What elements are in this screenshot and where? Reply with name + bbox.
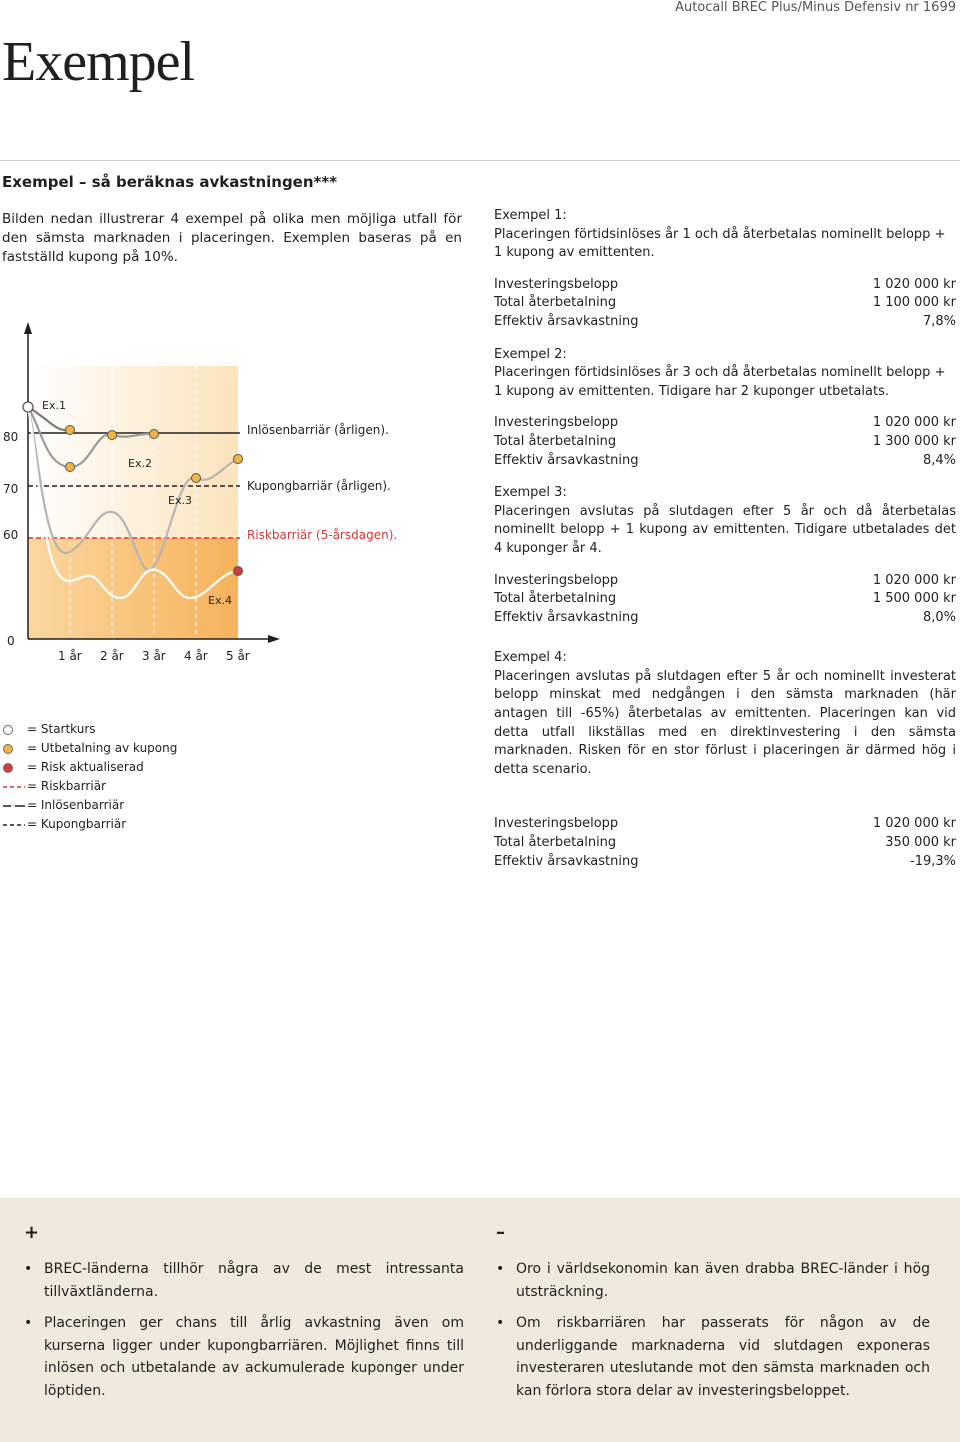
plus-sign: + bbox=[24, 1222, 40, 1243]
row-label: Effektiv årsavkastning bbox=[494, 609, 639, 625]
row-label: Effektiv årsavkastning bbox=[494, 452, 639, 468]
figure-legend bbox=[3, 720, 177, 834]
example-text: Placeringen avslutas på slutdagen efter 5 år och nominellt investerat belopp minskat med nedgången i den sämsta marknaden (här antagen till -65%) återbetalas av emittenten. Placeringen kan vid detta utfall likställas med en direktinvestering i den sämsta marknaden. Risken för en stor förlust i placeringen är därmed hög i detta scenario. bbox=[494, 668, 956, 777]
row-value: 1 300 000 kr bbox=[872, 433, 956, 449]
ex4-risk-dot bbox=[234, 567, 243, 576]
pros-list bbox=[24, 1258, 464, 1402]
pros-cons-panel bbox=[0, 1198, 960, 1442]
coupon-barrier-line-icon bbox=[3, 822, 25, 828]
example-title: Exempel 4: bbox=[494, 650, 567, 666]
y-axis-arrow bbox=[24, 322, 32, 334]
page-title: Exempel bbox=[2, 31, 195, 93]
example-scenarios-figure bbox=[0, 318, 420, 670]
example-figures bbox=[494, 815, 956, 871]
example-text: Placeringen förtidsinlöses år 1 och då återbetalas nominellt belopp + 1 kupong av emittenten. bbox=[494, 226, 946, 261]
pros-item: • Placeringen ger chans till årlig avkastning även om kurserna ligger under kupongbarriären. Möjlighet finns till inlösen och utbetalande av ackumulerade kuponger under löptiden. bbox=[24, 1312, 464, 1402]
row-value: 8,0% bbox=[922, 609, 956, 625]
legend-item bbox=[3, 739, 177, 758]
example-figures bbox=[494, 572, 956, 628]
ex2-coupon-dot-2 bbox=[108, 431, 117, 440]
row-value: 1 020 000 kr bbox=[872, 415, 956, 431]
ex3-coupon-dot-1 bbox=[192, 474, 201, 483]
redemption-barrier-line-icon bbox=[3, 803, 25, 809]
redemption-barrier-label: Inlösenbarriär (årligen). bbox=[247, 423, 389, 437]
examples-column bbox=[494, 207, 956, 885]
legend-label: = Kupongbarriär bbox=[27, 817, 127, 831]
x-tick-5: 5 år bbox=[226, 649, 250, 663]
row-value: 1 100 000 kr bbox=[872, 295, 956, 311]
cons-column bbox=[496, 1222, 930, 1411]
y-tick-80: 80 bbox=[3, 430, 19, 444]
section-title: Exempel – så beräknas avkastningen*** bbox=[2, 173, 338, 191]
ex3-label: Ex.3 bbox=[168, 494, 192, 507]
legend-label: = Riskbarriär bbox=[27, 779, 106, 793]
row-label: Total återbetalning bbox=[494, 835, 617, 851]
cons-list bbox=[496, 1258, 930, 1402]
example-3 bbox=[494, 484, 956, 627]
row-label: Effektiv årsavkastning bbox=[494, 853, 639, 869]
row-value: -19,3% bbox=[910, 853, 956, 869]
row-label: Effektiv årsavkastning bbox=[494, 313, 639, 329]
row-label: Total återbetalning bbox=[494, 295, 617, 311]
cons-item: • Om riskbarriären har passerats för någon av de underliggande marknaderna vid slutdagen exponeras investeraren uteslutande mot den sämsta marknaden och kan förlora stora delar av investeringsbeloppet. bbox=[496, 1312, 930, 1402]
risk-barrier-line-icon bbox=[3, 784, 25, 790]
upper-band bbox=[28, 366, 238, 538]
legend-label: = Startkurs bbox=[27, 722, 96, 736]
row-label: Investeringsbelopp bbox=[494, 816, 619, 832]
ex2-coupon-dot-3 bbox=[150, 430, 159, 439]
example-title: Exempel 2: bbox=[494, 346, 567, 362]
example-figures bbox=[494, 414, 956, 470]
row-value: 1 020 000 kr bbox=[872, 816, 956, 832]
risk-dot-icon bbox=[3, 763, 13, 773]
y-tick-60: 60 bbox=[3, 528, 19, 542]
x-tick-4: 4 år bbox=[184, 649, 208, 663]
legend-label: = Utbetalning av kupong bbox=[27, 741, 178, 755]
start-dot-icon bbox=[3, 725, 13, 735]
x-axis-arrow bbox=[268, 635, 280, 643]
row-label: Total återbetalning bbox=[494, 591, 617, 607]
row-label: Investeringsbelopp bbox=[494, 276, 619, 292]
row-value: 1 020 000 kr bbox=[872, 276, 956, 292]
ex1-coupon-dot bbox=[66, 426, 75, 435]
coupon-barrier-label: Kupongbarriär (årligen). bbox=[247, 479, 391, 493]
example-1 bbox=[494, 207, 956, 332]
example-title: Exempel 1: bbox=[494, 208, 567, 223]
ex4-label: Ex.4 bbox=[208, 594, 232, 607]
row-value: 350 000 kr bbox=[885, 835, 956, 851]
x-tick-2: 2 år bbox=[100, 649, 124, 663]
example-4 bbox=[494, 649, 956, 871]
example-text: Placeringen förtidsinlöses år 3 och då återbetalas nominellt belopp + 1 kupong av emittenten. Tidigare har 2 kuponger utbetalats. bbox=[494, 365, 946, 399]
document-header-title: Autocall BREC Plus/Minus Defensiv nr 1699 bbox=[675, 0, 956, 15]
legend-item bbox=[3, 758, 177, 777]
ex2-coupon-dot-1 bbox=[66, 463, 75, 472]
cons-item: • Oro i världsekonomin kan även drabba BREC-länder i hög utsträckning. bbox=[496, 1258, 930, 1303]
ex2-label: Ex.2 bbox=[128, 457, 152, 470]
minus-sign: – bbox=[496, 1222, 505, 1243]
ex3-coupon-dot-2 bbox=[234, 455, 243, 464]
row-value: 8,4% bbox=[922, 452, 956, 468]
pros-column bbox=[24, 1222, 464, 1411]
example-figures bbox=[494, 276, 956, 332]
row-label: Investeringsbelopp bbox=[494, 572, 619, 588]
row-value: 1 500 000 kr bbox=[872, 591, 956, 607]
x-tick-3: 3 år bbox=[142, 649, 166, 663]
legend-item bbox=[3, 720, 177, 739]
legend-label: = Inlösenbarriär bbox=[27, 798, 125, 812]
example-text: Placeringen avslutas på slutdagen efter 5 år och då återbetalas nominellt belopp + 1 kupong av emittenten. Tidigare utbetalades det 4 kuponger år 4. bbox=[494, 503, 956, 556]
y-tick-0: 0 bbox=[7, 634, 15, 648]
example-2 bbox=[494, 346, 956, 471]
row-value: 1 020 000 kr bbox=[872, 572, 956, 588]
legend-item bbox=[3, 815, 177, 834]
legend-item bbox=[3, 777, 177, 796]
coupon-dot-icon bbox=[3, 744, 13, 754]
pros-item: • BREC-länderna tillhör några av de mest intressanta tillväxtländerna. bbox=[24, 1258, 464, 1303]
risk-barrier-label: Riskbarriär (5-årsdagen). bbox=[247, 528, 398, 542]
example-title: Exempel 3: bbox=[494, 485, 567, 501]
row-label: Investeringsbelopp bbox=[494, 415, 619, 431]
section-intro: Bilden nedan illustrerar 4 exempel på olika men möjliga utfall för den sämsta marknaden i placeringen. Exemplen baseras på en fastställd kupong på 10%. bbox=[2, 211, 462, 265]
x-tick-1: 1 år bbox=[58, 649, 82, 663]
legend-label: = Risk aktualiserad bbox=[27, 760, 144, 774]
y-tick-70: 70 bbox=[3, 482, 19, 496]
header-divider bbox=[0, 160, 960, 161]
row-value: 7,8% bbox=[922, 313, 956, 329]
row-label: Total återbetalning bbox=[494, 433, 617, 449]
ex1-label: Ex.1 bbox=[42, 399, 66, 412]
start-dot bbox=[23, 402, 33, 412]
legend-item bbox=[3, 796, 177, 815]
